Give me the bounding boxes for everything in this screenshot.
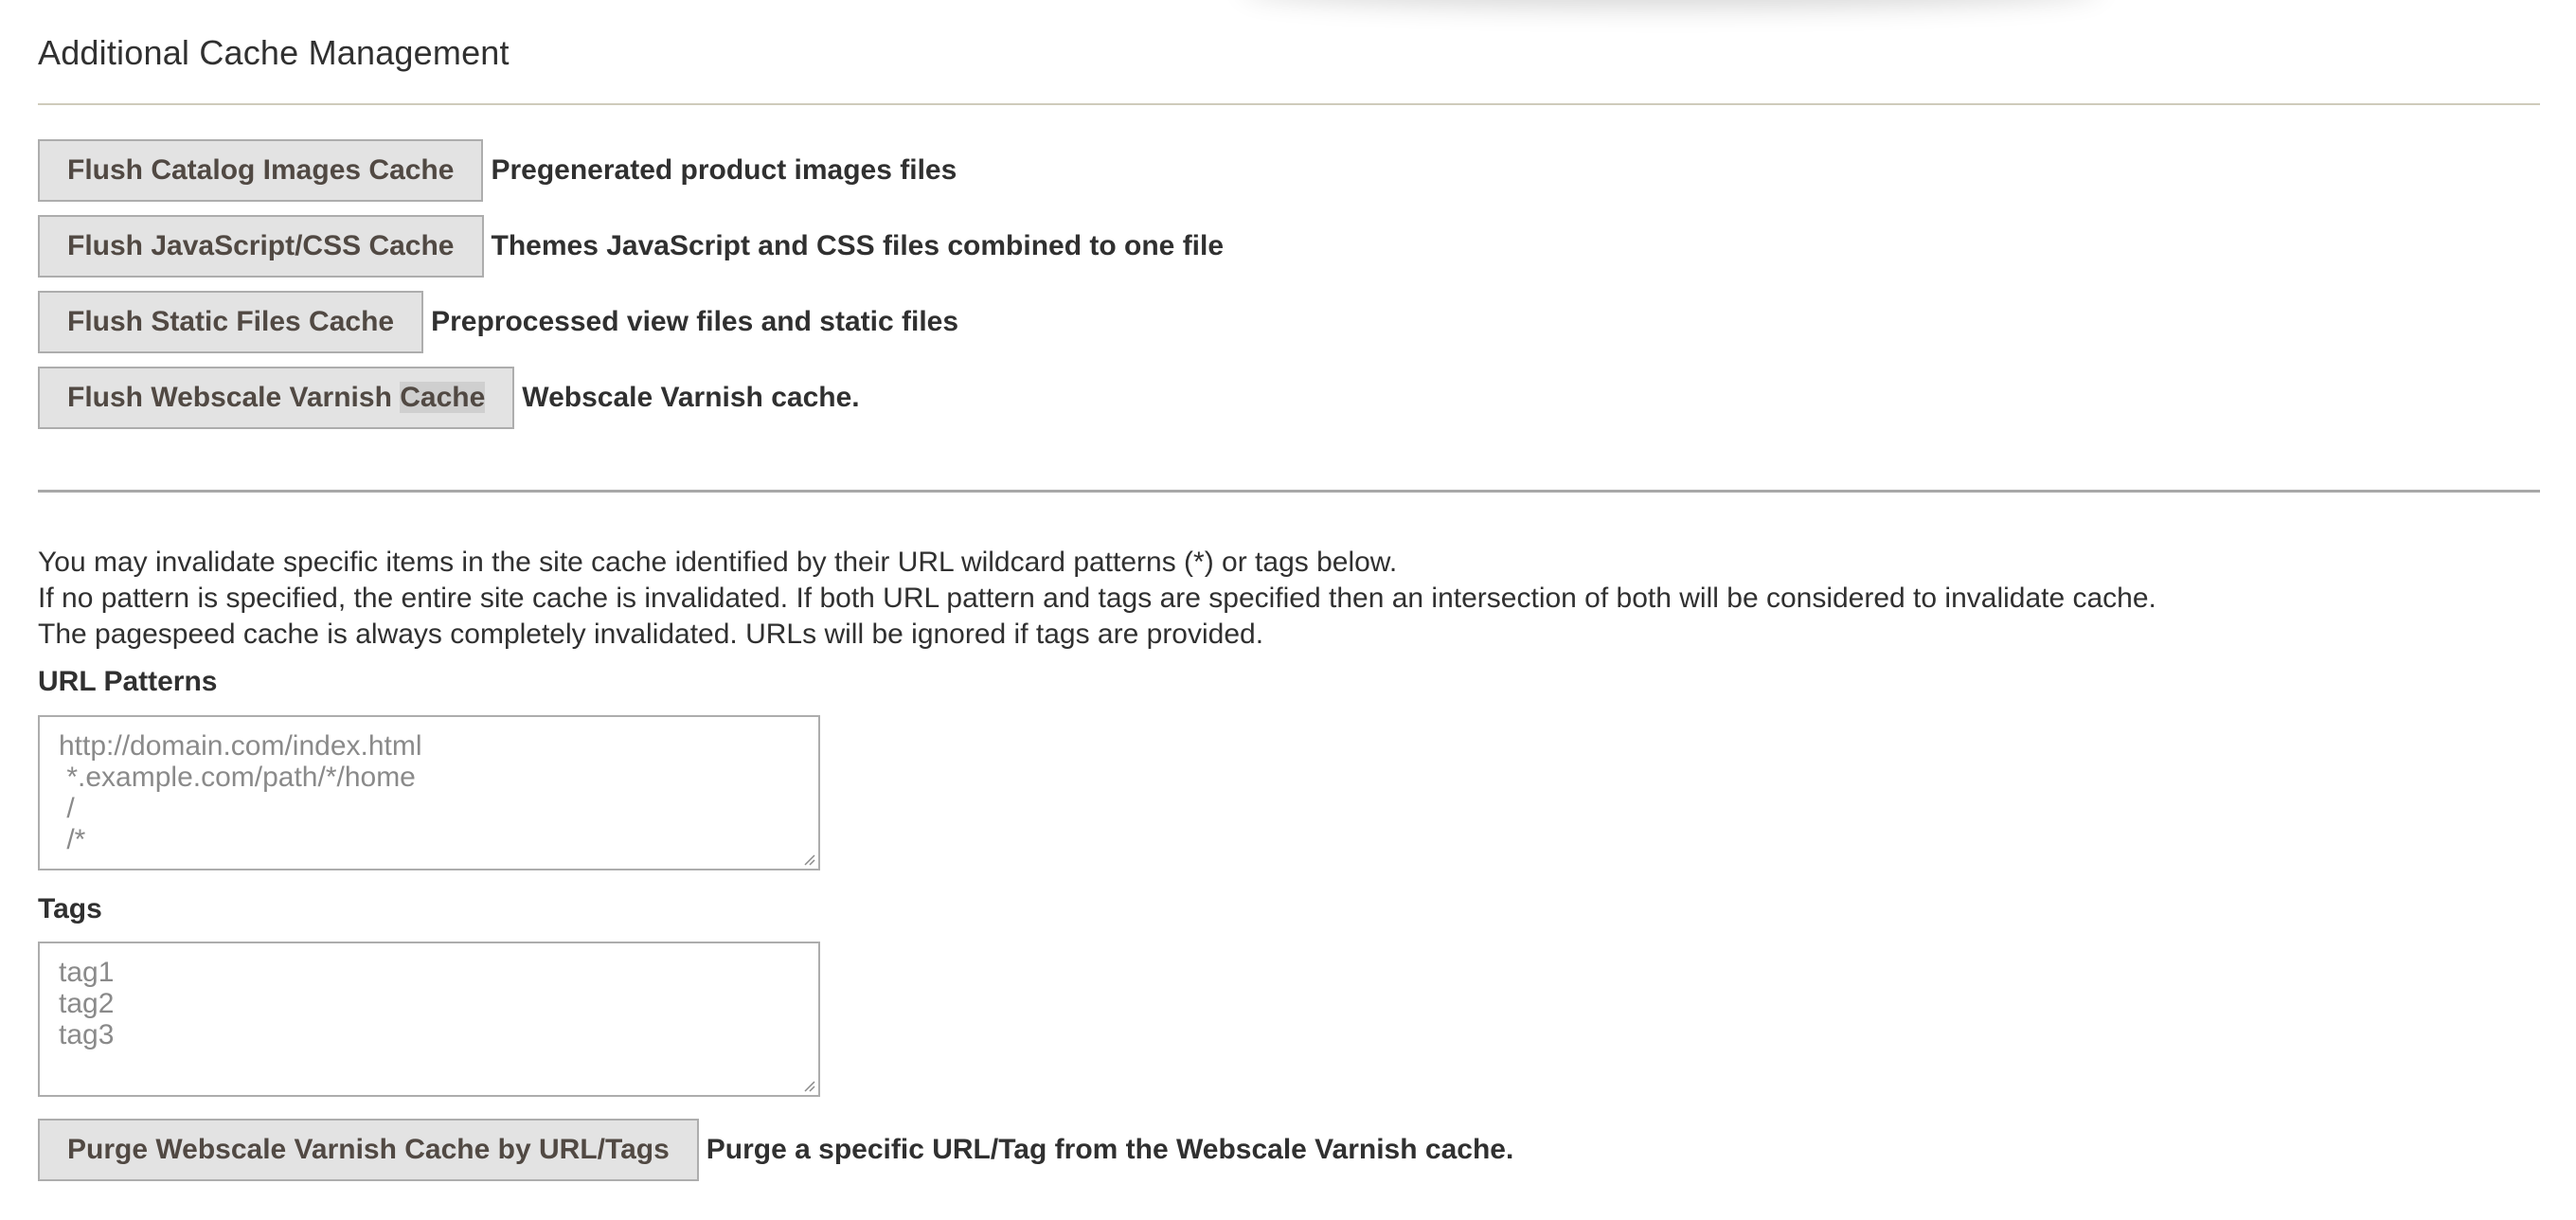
flush-webscale-varnish-label: Flush Webscale Varnish [67, 382, 401, 413]
tags-textarea[interactable] [40, 943, 818, 1095]
resize-handle-icon[interactable] [802, 852, 815, 866]
flush-static-files-button[interactable]: Flush Static Files Cache [38, 291, 423, 353]
selected-text-highlight: Cache [400, 382, 486, 413]
purge-note-line: If no pattern is specified, the entire site cache is invalidated. If both URL pattern and tags are specified then an intersection of both will be considered to invalidate cache. [38, 583, 2156, 614]
purge-instructions [38, 545, 2156, 653]
cache-row-js-css [38, 215, 1224, 278]
title-divider [38, 103, 2540, 105]
resize-handle-icon[interactable] [802, 1079, 815, 1092]
flush-js-css-button[interactable]: Flush JavaScript/CSS Cache [38, 215, 484, 278]
flush-static-files-description: Preprocessed view files and static files [431, 306, 959, 337]
purge-by-url-tags-button[interactable]: Purge Webscale Varnish Cache by URL/Tags [38, 1119, 699, 1181]
cache-row-catalog-images [38, 139, 957, 202]
tags-field [38, 942, 820, 1097]
flush-js-css-description: Themes JavaScript and CSS files combined to one file [491, 230, 1225, 261]
url-patterns-label: URL Patterns [38, 666, 218, 697]
purge-note-line: You may invalidate specific items in the site cache identified by their URL wildcard patterns (*) or tags below. [38, 547, 1398, 578]
purge-note-line: The pagespeed cache is always completely invalidated. URLs will be ignored if tags are provided. [38, 619, 1264, 650]
tags-label: Tags [38, 893, 102, 924]
flush-webscale-varnish-button[interactable] [38, 367, 514, 429]
flush-catalog-images-button[interactable]: Flush Catalog Images Cache [38, 139, 483, 202]
cache-row-webscale-varnish [38, 367, 860, 429]
url-patterns-field [38, 715, 820, 870]
purge-description: Purge a specific URL/Tag from the Webscale Varnish cache. [706, 1134, 1514, 1165]
flush-catalog-images-description: Pregenerated product images files [491, 154, 957, 186]
url-patterns-textarea[interactable] [40, 717, 818, 869]
section-title: Additional Cache Management [38, 33, 510, 72]
flush-webscale-varnish-description: Webscale Varnish cache. [522, 382, 860, 413]
cache-row-static-files [38, 291, 958, 353]
purge-row [38, 1119, 1513, 1181]
section-divider [38, 490, 2540, 493]
